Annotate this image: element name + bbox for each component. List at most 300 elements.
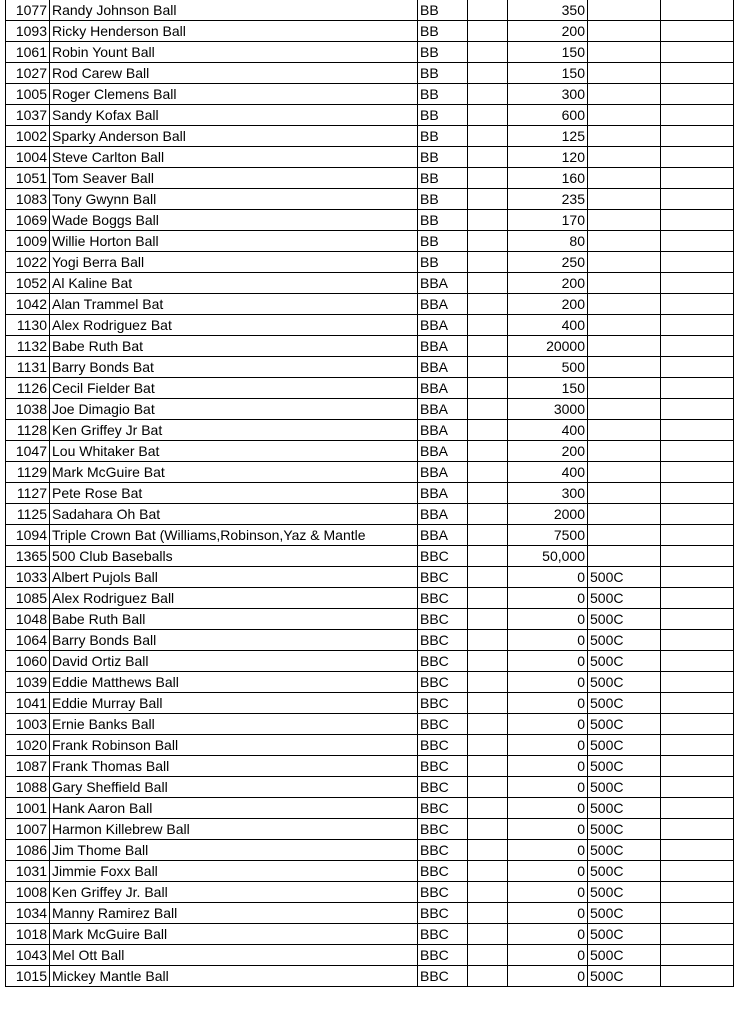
category-code-cell: BBC	[418, 546, 468, 567]
table-row	[6, 252, 734, 273]
extra-cell	[661, 441, 734, 462]
blank-cell	[468, 462, 508, 483]
blank-cell	[468, 777, 508, 798]
item-id-cell: 1003	[6, 714, 50, 735]
extra-cell	[661, 567, 734, 588]
extra-cell	[661, 147, 734, 168]
category-code-cell: BBC	[418, 588, 468, 609]
note-cell: 500C	[588, 945, 661, 966]
note-cell	[588, 420, 661, 441]
category-code-cell: BBA	[418, 294, 468, 315]
note-cell	[588, 252, 661, 273]
note-cell: 500C	[588, 819, 661, 840]
value-cell: 0	[508, 861, 588, 882]
item-name-cell: Roger Clemens Ball	[50, 84, 418, 105]
table-row	[6, 273, 734, 294]
extra-cell	[661, 693, 734, 714]
category-code-cell: BBC	[418, 819, 468, 840]
item-id-cell: 1061	[6, 42, 50, 63]
note-cell	[588, 336, 661, 357]
item-name-cell: Pete Rose Bat	[50, 483, 418, 504]
note-cell	[588, 231, 661, 252]
value-cell: 0	[508, 945, 588, 966]
table-row	[6, 42, 734, 63]
blank-cell	[468, 189, 508, 210]
note-cell	[588, 189, 661, 210]
extra-cell	[661, 273, 734, 294]
item-name-cell: Al Kaline Bat	[50, 273, 418, 294]
blank-cell	[468, 588, 508, 609]
value-cell: 170	[508, 210, 588, 231]
item-name-cell: Sparky Anderson Ball	[50, 126, 418, 147]
item-id-cell: 1027	[6, 63, 50, 84]
item-id-cell: 1004	[6, 147, 50, 168]
table-row	[6, 840, 734, 861]
table-row	[6, 798, 734, 819]
item-id-cell: 1126	[6, 378, 50, 399]
category-code-cell: BBC	[418, 714, 468, 735]
table-row	[6, 777, 734, 798]
item-name-cell: Hank Aaron Ball	[50, 798, 418, 819]
table-row	[6, 630, 734, 651]
note-cell: 500C	[588, 903, 661, 924]
item-name-cell: Frank Thomas Ball	[50, 756, 418, 777]
table-row	[6, 483, 734, 504]
value-cell: 235	[508, 189, 588, 210]
item-id-cell: 1060	[6, 651, 50, 672]
item-name-cell: Alex Rodriguez Bat	[50, 315, 418, 336]
table-row	[6, 441, 734, 462]
item-id-cell: 1007	[6, 819, 50, 840]
table-row	[6, 609, 734, 630]
category-code-cell: BBA	[418, 525, 468, 546]
item-id-cell: 1083	[6, 189, 50, 210]
item-id-cell: 1069	[6, 210, 50, 231]
extra-cell	[661, 966, 734, 987]
item-name-cell: Ken Griffey Jr Bat	[50, 420, 418, 441]
note-cell	[588, 126, 661, 147]
item-id-cell: 1005	[6, 84, 50, 105]
value-cell: 7500	[508, 525, 588, 546]
category-code-cell: BB	[418, 189, 468, 210]
item-name-cell: Frank Robinson Ball	[50, 735, 418, 756]
blank-cell	[468, 399, 508, 420]
item-name-cell: David Ortiz Ball	[50, 651, 418, 672]
extra-cell	[661, 462, 734, 483]
blank-cell	[468, 546, 508, 567]
category-code-cell: BBC	[418, 882, 468, 903]
item-name-cell: Barry Bonds Ball	[50, 630, 418, 651]
item-id-cell: 1132	[6, 336, 50, 357]
item-name-cell: Robin Yount Ball	[50, 42, 418, 63]
value-cell: 0	[508, 651, 588, 672]
item-name-cell: Rod Carew Ball	[50, 63, 418, 84]
extra-cell	[661, 546, 734, 567]
note-cell	[588, 525, 661, 546]
extra-cell	[661, 189, 734, 210]
note-cell: 500C	[588, 798, 661, 819]
value-cell: 50,000	[508, 546, 588, 567]
category-code-cell: BBA	[418, 378, 468, 399]
item-id-cell: 1001	[6, 798, 50, 819]
value-cell: 120	[508, 147, 588, 168]
category-code-cell: BB	[418, 147, 468, 168]
extra-cell	[661, 588, 734, 609]
item-name-cell: Eddie Matthews Ball	[50, 672, 418, 693]
note-cell: 500C	[588, 567, 661, 588]
extra-cell	[661, 42, 734, 63]
item-id-cell: 1086	[6, 840, 50, 861]
value-cell: 500	[508, 357, 588, 378]
item-id-cell: 1094	[6, 525, 50, 546]
extra-cell	[661, 525, 734, 546]
table-row	[6, 588, 734, 609]
value-cell: 125	[508, 126, 588, 147]
item-id-cell: 1031	[6, 861, 50, 882]
item-name-cell: Mel Ott Ball	[50, 945, 418, 966]
value-cell: 400	[508, 315, 588, 336]
extra-cell	[661, 294, 734, 315]
value-cell: 0	[508, 756, 588, 777]
category-code-cell: BBA	[418, 504, 468, 525]
table-row	[6, 126, 734, 147]
table-row	[6, 231, 734, 252]
item-id-cell: 1018	[6, 924, 50, 945]
category-code-cell: BB	[418, 126, 468, 147]
category-code-cell: BBC	[418, 840, 468, 861]
category-code-cell: BB	[418, 42, 468, 63]
table-row	[6, 378, 734, 399]
item-name-cell: Ernie Banks Ball	[50, 714, 418, 735]
category-code-cell: BBC	[418, 567, 468, 588]
category-code-cell: BB	[418, 231, 468, 252]
extra-cell	[661, 924, 734, 945]
blank-cell	[468, 525, 508, 546]
item-name-cell: 500 Club Baseballs	[50, 546, 418, 567]
note-cell: 500C	[588, 588, 661, 609]
table-row	[6, 336, 734, 357]
note-cell	[588, 294, 661, 315]
item-id-cell: 1002	[6, 126, 50, 147]
table-row	[6, 462, 734, 483]
value-cell: 200	[508, 21, 588, 42]
value-cell: 300	[508, 483, 588, 504]
blank-cell	[468, 483, 508, 504]
item-name-cell: Ken Griffey Jr. Ball	[50, 882, 418, 903]
item-name-cell: Randy Johnson Ball	[50, 0, 418, 21]
blank-cell	[468, 105, 508, 126]
note-cell: 500C	[588, 609, 661, 630]
table-row	[6, 210, 734, 231]
item-id-cell: 1131	[6, 357, 50, 378]
item-name-cell: Sadahara Oh Bat	[50, 504, 418, 525]
blank-cell	[468, 357, 508, 378]
item-name-cell: Jim Thome Ball	[50, 840, 418, 861]
item-id-cell: 1085	[6, 588, 50, 609]
extra-cell	[661, 483, 734, 504]
value-cell: 0	[508, 609, 588, 630]
note-cell: 500C	[588, 924, 661, 945]
category-code-cell: BB	[418, 0, 468, 21]
note-cell: 500C	[588, 861, 661, 882]
value-cell: 200	[508, 294, 588, 315]
note-cell	[588, 42, 661, 63]
blank-cell	[468, 126, 508, 147]
blank-cell	[468, 21, 508, 42]
category-code-cell: BBC	[418, 924, 468, 945]
blank-cell	[468, 504, 508, 525]
extra-cell	[661, 672, 734, 693]
category-code-cell: BBC	[418, 966, 468, 987]
item-id-cell: 1008	[6, 882, 50, 903]
item-name-cell: Babe Ruth Ball	[50, 609, 418, 630]
value-cell: 0	[508, 630, 588, 651]
note-cell: 500C	[588, 756, 661, 777]
value-cell: 160	[508, 168, 588, 189]
value-cell: 0	[508, 882, 588, 903]
value-cell: 0	[508, 672, 588, 693]
item-id-cell: 1093	[6, 21, 50, 42]
extra-cell	[661, 399, 734, 420]
table-row	[6, 924, 734, 945]
table-row	[6, 756, 734, 777]
note-cell: 500C	[588, 714, 661, 735]
value-cell: 3000	[508, 399, 588, 420]
category-code-cell: BBC	[418, 630, 468, 651]
table-row	[6, 546, 734, 567]
item-name-cell: Barry Bonds Bat	[50, 357, 418, 378]
table-row	[6, 357, 734, 378]
table-row	[6, 294, 734, 315]
value-cell: 0	[508, 777, 588, 798]
item-name-cell: Gary Sheffield Ball	[50, 777, 418, 798]
item-name-cell: Alan Trammel Bat	[50, 294, 418, 315]
item-id-cell: 1039	[6, 672, 50, 693]
item-name-cell: Lou Whitaker Bat	[50, 441, 418, 462]
value-cell: 0	[508, 588, 588, 609]
blank-cell	[468, 819, 508, 840]
note-cell	[588, 315, 661, 336]
value-cell: 0	[508, 924, 588, 945]
item-id-cell: 1033	[6, 567, 50, 588]
item-name-cell: Steve Carlton Ball	[50, 147, 418, 168]
value-cell: 0	[508, 903, 588, 924]
category-code-cell: BB	[418, 168, 468, 189]
note-cell: 500C	[588, 840, 661, 861]
note-cell	[588, 399, 661, 420]
item-name-cell: Manny Ramirez Ball	[50, 903, 418, 924]
extra-cell	[661, 504, 734, 525]
extra-cell	[661, 798, 734, 819]
note-cell: 500C	[588, 693, 661, 714]
category-code-cell: BBA	[418, 315, 468, 336]
category-code-cell: BBA	[418, 399, 468, 420]
item-name-cell: Tom Seaver Ball	[50, 168, 418, 189]
blank-cell	[468, 882, 508, 903]
category-code-cell: BBC	[418, 756, 468, 777]
value-cell: 150	[508, 63, 588, 84]
note-cell: 500C	[588, 882, 661, 903]
item-id-cell: 1129	[6, 462, 50, 483]
item-name-cell: Jimmie Foxx Ball	[50, 861, 418, 882]
item-name-cell: Triple Crown Bat (Williams,Robinson,Yaz & Mantle	[50, 525, 418, 546]
table-row	[6, 105, 734, 126]
item-id-cell: 1088	[6, 777, 50, 798]
table-row	[6, 966, 734, 987]
extra-cell	[661, 756, 734, 777]
value-cell: 400	[508, 462, 588, 483]
category-code-cell: BBC	[418, 777, 468, 798]
category-code-cell: BB	[418, 84, 468, 105]
item-id-cell: 1051	[6, 168, 50, 189]
value-cell: 2000	[508, 504, 588, 525]
item-id-cell: 1041	[6, 693, 50, 714]
item-name-cell: Yogi Berra Ball	[50, 252, 418, 273]
inventory-table-body	[6, 0, 734, 987]
blank-cell	[468, 294, 508, 315]
extra-cell	[661, 231, 734, 252]
category-code-cell: BBC	[418, 651, 468, 672]
category-code-cell: BB	[418, 21, 468, 42]
note-cell	[588, 273, 661, 294]
category-code-cell: BB	[418, 252, 468, 273]
blank-cell	[468, 441, 508, 462]
category-code-cell: BBA	[418, 441, 468, 462]
blank-cell	[468, 210, 508, 231]
extra-cell	[661, 945, 734, 966]
extra-cell	[661, 903, 734, 924]
value-cell: 350	[508, 0, 588, 21]
item-name-cell: Sandy Kofax Ball	[50, 105, 418, 126]
item-id-cell: 1077	[6, 0, 50, 21]
value-cell: 0	[508, 966, 588, 987]
item-name-cell: Joe Dimagio Bat	[50, 399, 418, 420]
item-id-cell: 1034	[6, 903, 50, 924]
blank-cell	[468, 630, 508, 651]
extra-cell	[661, 126, 734, 147]
table-row	[6, 651, 734, 672]
value-cell: 0	[508, 693, 588, 714]
blank-cell	[468, 714, 508, 735]
item-name-cell: Willie Horton Ball	[50, 231, 418, 252]
extra-cell	[661, 357, 734, 378]
extra-cell	[661, 84, 734, 105]
blank-cell	[468, 924, 508, 945]
note-cell	[588, 441, 661, 462]
extra-cell	[661, 105, 734, 126]
table-row	[6, 168, 734, 189]
extra-cell	[661, 315, 734, 336]
blank-cell	[468, 756, 508, 777]
category-code-cell: BBC	[418, 609, 468, 630]
value-cell: 150	[508, 42, 588, 63]
table-row	[6, 903, 734, 924]
table-row	[6, 0, 734, 21]
extra-cell	[661, 336, 734, 357]
item-name-cell: Alex Rodriguez Ball	[50, 588, 418, 609]
extra-cell	[661, 0, 734, 21]
extra-cell	[661, 819, 734, 840]
value-cell: 80	[508, 231, 588, 252]
extra-cell	[661, 63, 734, 84]
item-id-cell: 1125	[6, 504, 50, 525]
table-row	[6, 504, 734, 525]
table-row	[6, 420, 734, 441]
value-cell: 20000	[508, 336, 588, 357]
blank-cell	[468, 693, 508, 714]
table-row	[6, 525, 734, 546]
item-id-cell: 1365	[6, 546, 50, 567]
item-id-cell: 1130	[6, 315, 50, 336]
value-cell: 0	[508, 840, 588, 861]
note-cell: 500C	[588, 777, 661, 798]
item-name-cell: Tony Gwynn Ball	[50, 189, 418, 210]
blank-cell	[468, 231, 508, 252]
item-name-cell: Wade Boggs Ball	[50, 210, 418, 231]
item-id-cell: 1042	[6, 294, 50, 315]
blank-cell	[468, 420, 508, 441]
blank-cell	[468, 252, 508, 273]
blank-cell	[468, 84, 508, 105]
blank-cell	[468, 903, 508, 924]
table-row	[6, 882, 734, 903]
note-cell	[588, 462, 661, 483]
table-row	[6, 567, 734, 588]
category-code-cell: BB	[418, 210, 468, 231]
note-cell	[588, 63, 661, 84]
value-cell: 600	[508, 105, 588, 126]
note-cell: 500C	[588, 651, 661, 672]
item-id-cell: 1048	[6, 609, 50, 630]
extra-cell	[661, 840, 734, 861]
item-name-cell: Babe Ruth Bat	[50, 336, 418, 357]
category-code-cell: BBC	[418, 945, 468, 966]
blank-cell	[468, 651, 508, 672]
note-cell	[588, 504, 661, 525]
note-cell	[588, 168, 661, 189]
item-name-cell: Eddie Murray Ball	[50, 693, 418, 714]
item-id-cell: 1128	[6, 420, 50, 441]
category-code-cell: BBC	[418, 903, 468, 924]
value-cell: 150	[508, 378, 588, 399]
value-cell: 300	[508, 84, 588, 105]
item-id-cell: 1037	[6, 105, 50, 126]
table-row	[6, 147, 734, 168]
category-code-cell: BBA	[418, 357, 468, 378]
blank-cell	[468, 336, 508, 357]
item-id-cell: 1015	[6, 966, 50, 987]
blank-cell	[468, 966, 508, 987]
item-id-cell: 1038	[6, 399, 50, 420]
blank-cell	[468, 672, 508, 693]
blank-cell	[468, 168, 508, 189]
note-cell	[588, 84, 661, 105]
note-cell: 500C	[588, 672, 661, 693]
extra-cell	[661, 252, 734, 273]
value-cell: 0	[508, 714, 588, 735]
item-id-cell: 1043	[6, 945, 50, 966]
value-cell: 0	[508, 819, 588, 840]
blank-cell	[468, 735, 508, 756]
item-name-cell: Albert Pujols Ball	[50, 567, 418, 588]
category-code-cell: BBA	[418, 483, 468, 504]
table-row	[6, 945, 734, 966]
note-cell: 500C	[588, 966, 661, 987]
table-row	[6, 714, 734, 735]
table-row	[6, 84, 734, 105]
item-name-cell: Mark McGuire Ball	[50, 924, 418, 945]
category-code-cell: BBA	[418, 336, 468, 357]
